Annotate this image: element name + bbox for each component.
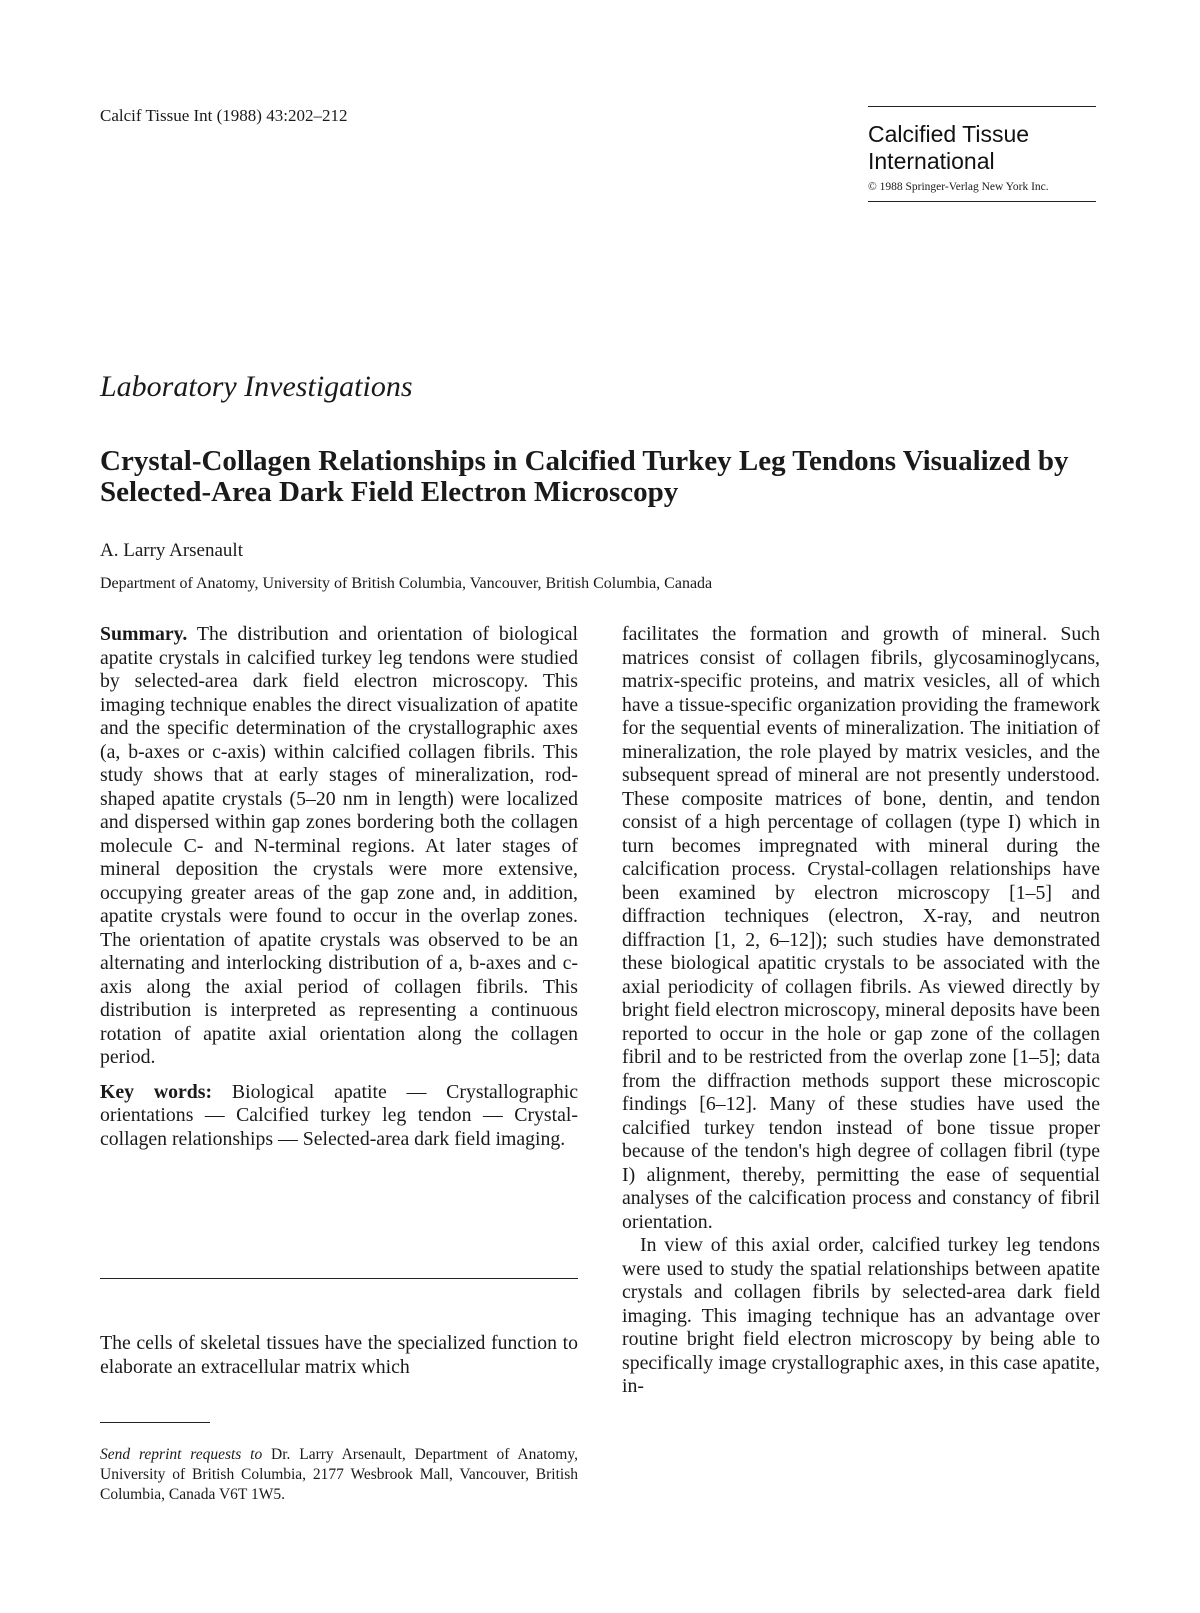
keywords-label: Key words: <box>100 1080 213 1103</box>
copyright-notice: © 1988 Springer-Verlag New York Inc. <box>868 181 1049 193</box>
abstract-divider <box>100 1278 578 1279</box>
article-title: Crystal-Collagen Relationships in Calcified Turkey Leg Tendons Visualized by Selected-Area Dark Field Electron Microscopy <box>100 445 1069 508</box>
footnote-text: Dr. Larry Arsenault, Department of Anatomy, University of British Columbia, 2177 Wesbrook Mall, Vancouver, British Columbia, Canada V6T 1W5. <box>100 1446 578 1503</box>
masthead-bottom-rule <box>868 201 1096 202</box>
intro-paragraph-continued: facilitates the formation and growth of mineral. Such matrices consist of collagen fibrils, glycosaminoglycans, matrix-specific proteins, and matrix vesicles, all of which have a tissue-specific organization providing the framework for the sequential events of mineralization. The initiation of mineralization, the role played by matrix vesicles, and the subsequent spread of mineral are not presently understood. These composite matrices of bone, dentin, and tendon consist of a high percentage of collagen (type I) which in turn becomes impregnated with mineral during the calcification process. Crystal-collagen relationships have been examined by electron microscopy [1–5] and diffraction techniques (electron, X-ray, and neutron diffraction [1, 2, 6–12]); such studies have demonstrated these biological apatitic crystals to be associated with the axial periodicity of collagen fibrils. As viewed directly by bright field electron microscopy, mineral deposits have been reported to occur in the hole or gap zone of the collagen fibril and to be restricted from the overlap zone [1–5]; data from the diffraction methods support these microscopic findings [6–12]. Many of these studies have used the calcified turkey tendon instead of bone tissue proper because of the tendon's high degree of collagen fibril (type I) alignment, thereby, permitting the ease of sequential analyses of the calcification process and constancy of fibril orientation. <box>622 623 1100 1233</box>
keywords-paragraph <box>100 1081 578 1152</box>
intro-paragraph-second: In view of this axial order, calcified turkey leg tendons were used to study the spatial relationships between apatite crystals and collagen fibrils by selected-area dark field imaging. This imaging technique has an advantage over routine bright field electron microscopy by being able to specifically image crystallographic axes, in this case apatite, in- <box>622 1234 1100 1397</box>
left-column <box>100 623 578 1151</box>
footnote-lead: Send reprint requests to <box>100 1446 263 1463</box>
right-column <box>622 623 1100 1399</box>
masthead-top-rule <box>868 106 1096 107</box>
keywords-text: Biological apatite — Crystallographic orientations — Calcified turkey leg tendon — Crystal-collagen relationships — Selected-area dark field imaging. <box>100 1080 578 1150</box>
footnote-rule <box>100 1422 210 1423</box>
reprint-footnote <box>100 1445 578 1505</box>
summary-text: The distribution and orientation of biological apatite crystals in calcified turkey leg tendons were studied by selected-area dark field electron microscopy. This imaging technique enables the direct visualization of apatite and the specific determination of the crystallographic axes (a, b-axes or c-axis) within calcified collagen fibrils. This study shows that at early stages of mineralization, rod-shaped apatite crystals (5–20 nm in length) were localized and dispersed within gap zones bordering both the collagen molecule C- and N-terminal regions. At later stages of mineral deposition the crystals were more extensive, occupying greater areas of the gap zone and, in addition, apatite crystals were found to occur in the overlap zones. The orientation of apatite crystals was observed to be an alternating and interlocking distribution of a, b-axes and c-axis along the axial period of collagen fibrils. This distribution is interpreted as representing a continuous rotation of apatite axial orientation along the collagen period. <box>100 623 578 1068</box>
author-affiliation: Department of Anatomy, University of British Columbia, Vancouver, British Columbia, Canada <box>100 575 713 592</box>
intro-left-column <box>100 1332 578 1379</box>
author-name: A. Larry Arsenault <box>100 540 243 561</box>
journal-citation: Calcif Tissue Int (1988) 43:202–212 <box>100 106 348 125</box>
journal-masthead <box>868 106 1096 202</box>
summary-label: Summary. <box>100 623 188 645</box>
journal-name-line1: Calcified Tissue <box>868 121 1030 147</box>
section-label: Laboratory Investigations <box>100 370 413 403</box>
summary-paragraph <box>100 623 578 1070</box>
intro-paragraph-start: The cells of skeletal tissues have the specialized function to elaborate an extracellular matrix which <box>100 1332 578 1378</box>
journal-name-line2: International <box>868 148 995 174</box>
